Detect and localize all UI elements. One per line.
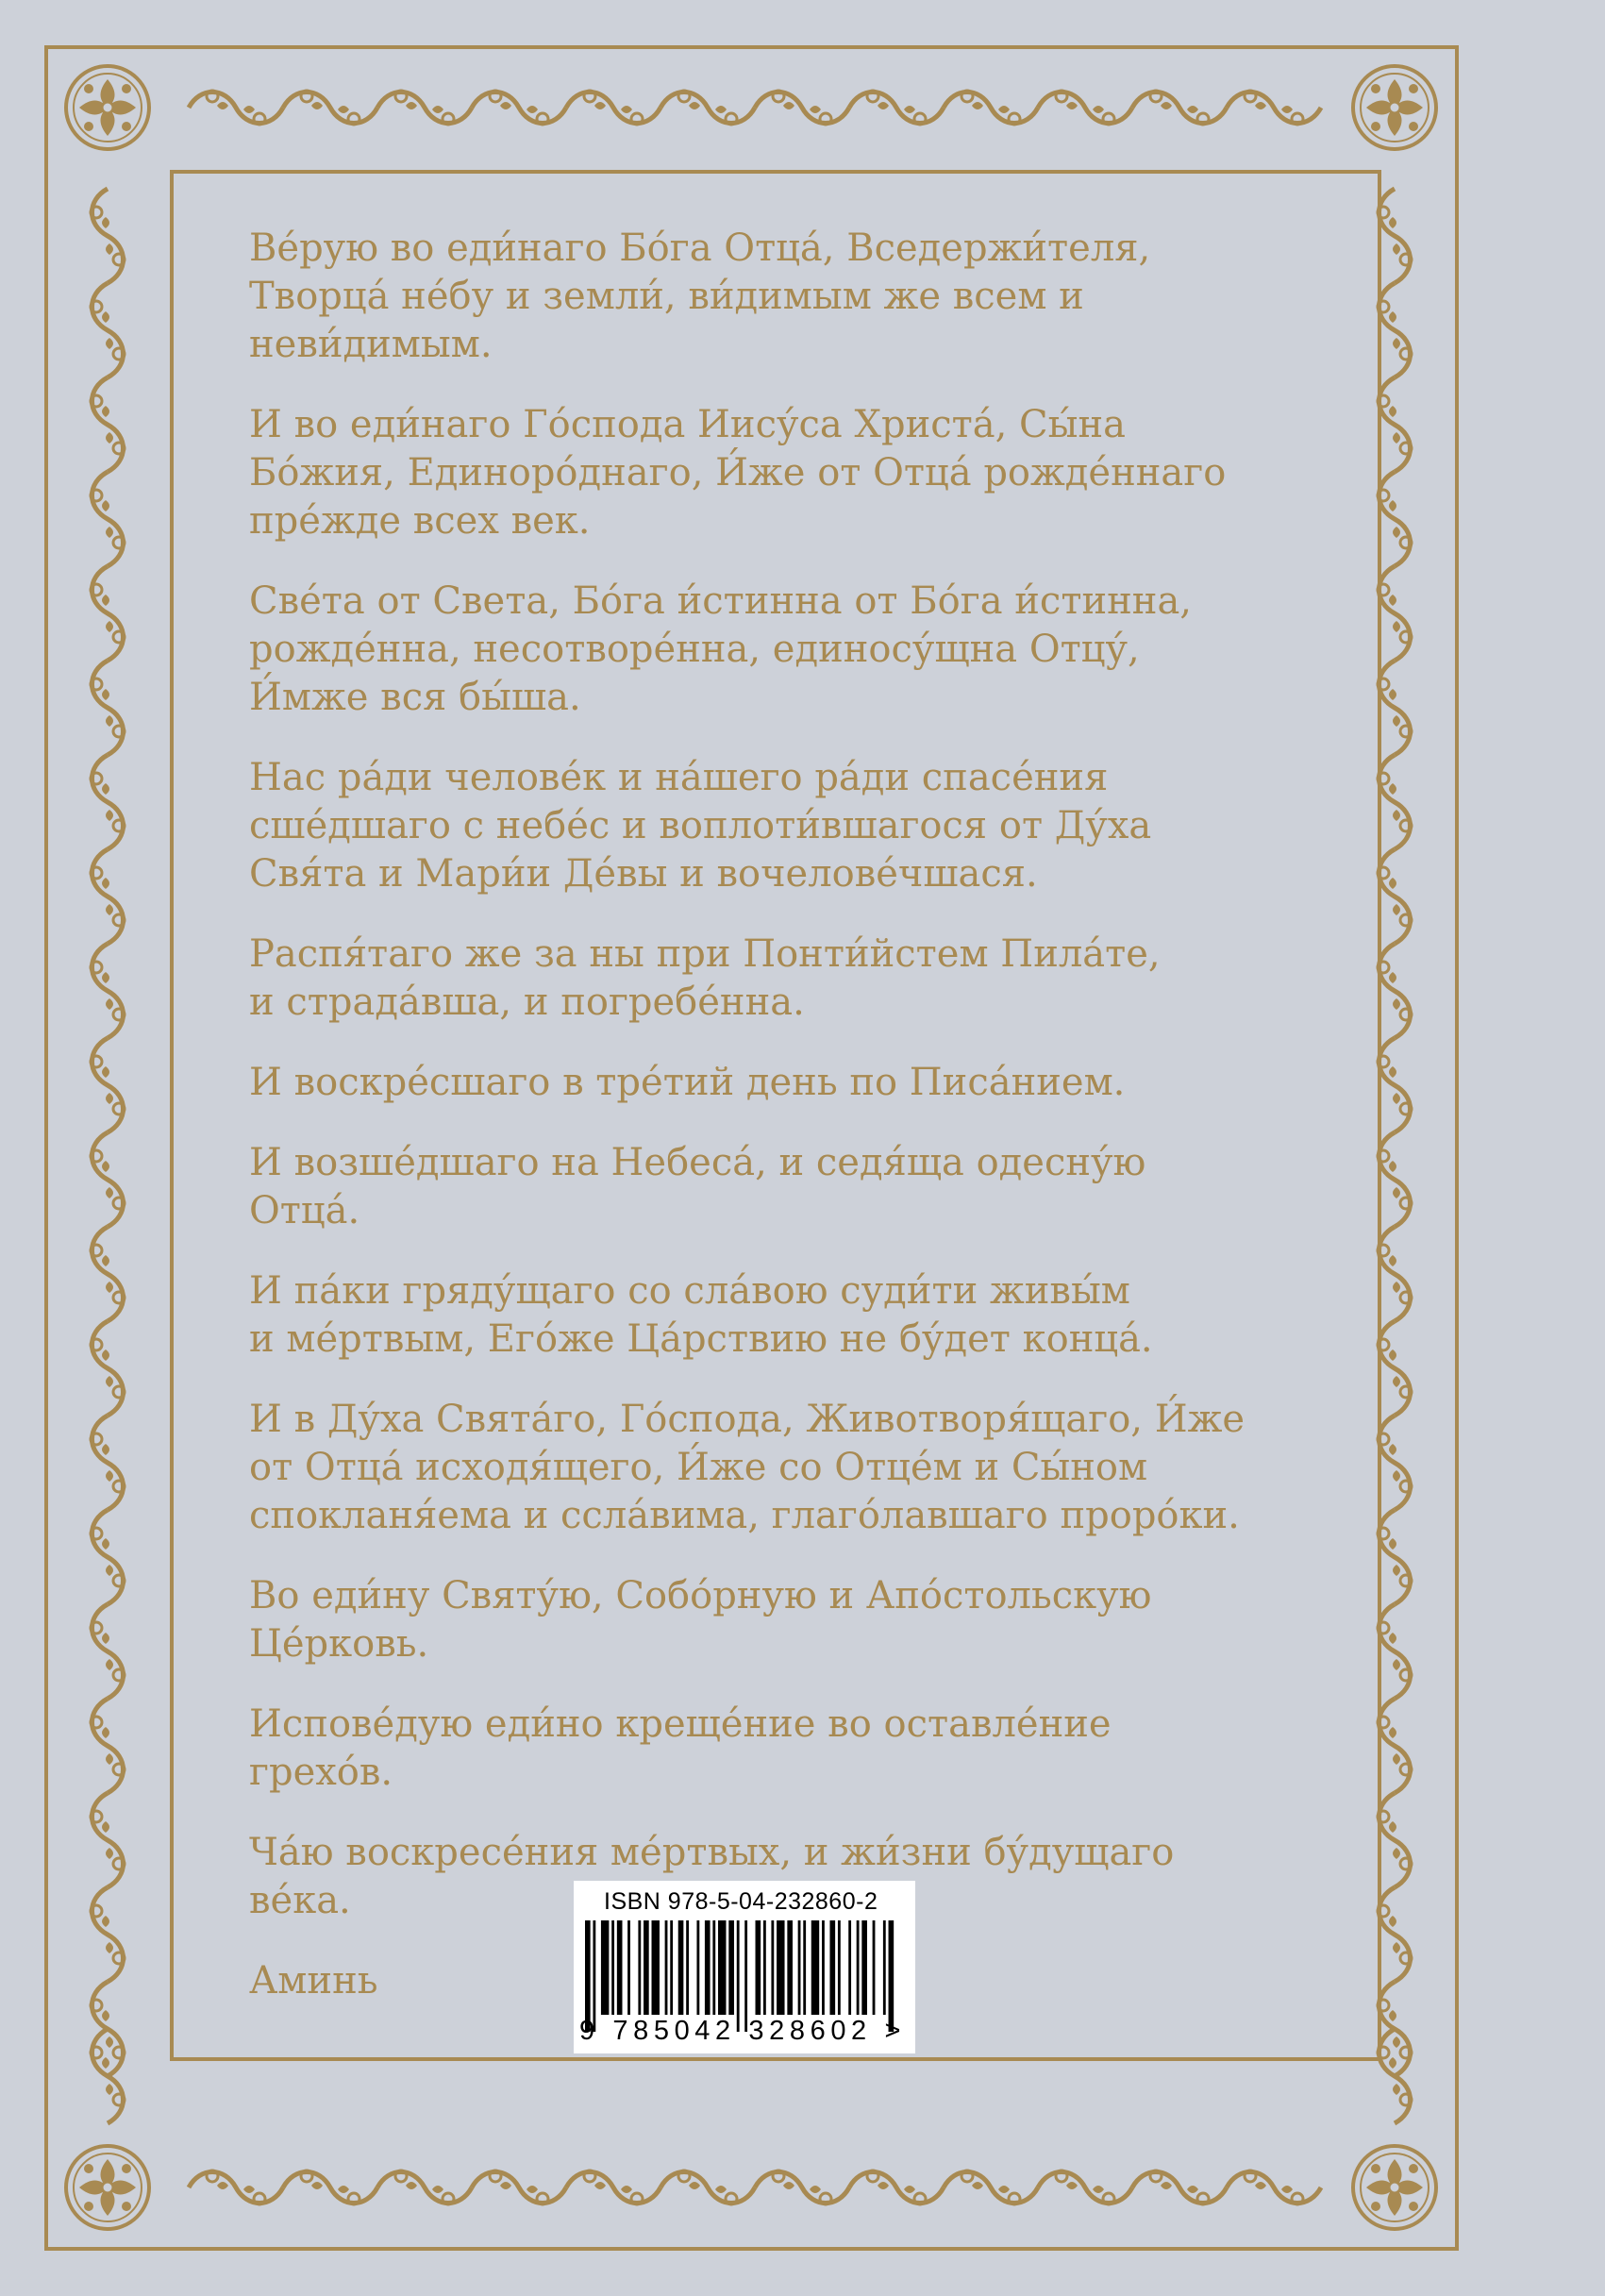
isbn-barcode: [574, 1881, 915, 2053]
barcode-bar: [857, 1920, 860, 2015]
barcode-digits: 9 785042 328602 >: [579, 2016, 906, 2046]
top-scroll-band: [189, 91, 1321, 125]
barcode-bar: [771, 1920, 774, 2015]
creed-amen: Аминь: [249, 1959, 378, 2003]
barcode-bar: [763, 1920, 766, 2015]
creed-stanza: Испове́дую еди́но креще́ние во оставле́ние грехо́в.: [249, 1702, 1112, 1794]
barcode-bar: [861, 1920, 867, 2015]
rosette-icon: [66, 2146, 149, 2229]
isbn-label: ISBN 978-5-04-232860-2: [604, 1888, 878, 1915]
barcode-bar: [829, 1920, 835, 2015]
left-scroll-band: [91, 189, 125, 2123]
barcode-bar: [611, 1920, 614, 2015]
creed-stanza: Распя́таго же за ны при Понти́йстем Пила́те, и страда́вша, и погребе́нна.: [249, 932, 1161, 1024]
creed-stanza: Во еди́ну Святу́ю, Собо́рную и Апо́стольскую Це́рковь.: [249, 1574, 1152, 1666]
right-scroll-band: [1378, 189, 1412, 2123]
rosette-icon: [66, 66, 149, 149]
barcode-bar: [670, 1920, 673, 2015]
barcode-bar: [696, 1920, 699, 2015]
creed-stanza: Нас ра́ди челове́к и на́шего ра́ди спасе́ния сше́дшаго с небе́с и воплоти́вшагося от Ду́ха Свя́та и Мари́и Де́вы и вочелове́чшася.: [249, 756, 1152, 896]
barcode-bar: [712, 1920, 715, 2015]
barcode-bar: [798, 1920, 801, 2015]
creed-stanza: И во еди́наго Го́спода Иису́са Христа́, Сы́на Бо́жия, Единоро́днаго, И́же от Отца́ рожде́ннаго пре́жде всех век.: [249, 403, 1227, 543]
barcode-bar: [787, 1920, 793, 2015]
creed-stanza: И воскре́сшаго в тре́тий день по Писа́нием.: [249, 1061, 1126, 1104]
barcode-bar: [644, 1920, 649, 2015]
creed-stanza: Ча́ю воскресе́ния ме́ртвых, и жи́зни бу́дущаго ве́ка.: [249, 1831, 1175, 1922]
barcode-bar: [883, 1920, 886, 2015]
barcode-bar: [718, 1920, 726, 2015]
bottom-scroll-band: [189, 2170, 1321, 2204]
barcode-bar: [777, 1920, 784, 2015]
barcode-bar: [848, 1920, 851, 2015]
creed-stanza: Све́та от Света, Бо́га и́стинна от Бо́га и́стинна, рожде́нна, несотворе́нна, единосу́щна Отцу́, И́мже вся бы́ша.: [249, 579, 1193, 719]
barcode-bar: [822, 1920, 825, 2015]
barcode-bar: [705, 1920, 711, 2015]
barcode-bar: [838, 1920, 841, 2015]
barcode-bar: [652, 1920, 660, 2015]
creed-stanza: И па́ки гряду́щаго со сла́вою суди́ти живы́м и ме́ртвым, Его́же Ца́рствию не бу́дет конца́.: [249, 1269, 1153, 1361]
rosette-icon: [1353, 2146, 1436, 2229]
barcode-bar: [601, 1920, 609, 2015]
creed-stanza: Ве́рую во еди́наго Бо́га Отца́, Вседержи́теля, Творца́ не́бу и земли́, ви́димым же всем и неви́димым.: [249, 226, 1151, 366]
barcode-bar: [686, 1920, 689, 2015]
barcode-bar: [665, 1920, 668, 2015]
creed-stanza: И в Ду́ха Свята́го, Го́спода, Животворя́щаго, И́же от Отца́ исходя́щего, И́же со Отце́м и Сы́ном спокланя́ема и ссла́вима, глаго́лавшаго проро́ки.: [249, 1398, 1246, 1537]
barcode-bar: [617, 1920, 623, 2015]
barcode-bar: [627, 1920, 630, 2015]
creed-text: [249, 225, 1315, 2037]
barcode-bar: [756, 1920, 761, 2015]
barcode-bar: [811, 1920, 819, 2015]
barcode-bar: [803, 1920, 806, 2015]
creed-stanza: И возше́дшаго на Небеса́, и седя́ща одесну́ю Отца́.: [249, 1141, 1146, 1232]
barcode-bar: [728, 1920, 734, 2015]
barcode-bar: [638, 1920, 641, 2015]
rosette-icon: [1353, 66, 1436, 149]
barcode-bar: [678, 1920, 684, 2015]
barcode-bar: [873, 1920, 876, 2015]
